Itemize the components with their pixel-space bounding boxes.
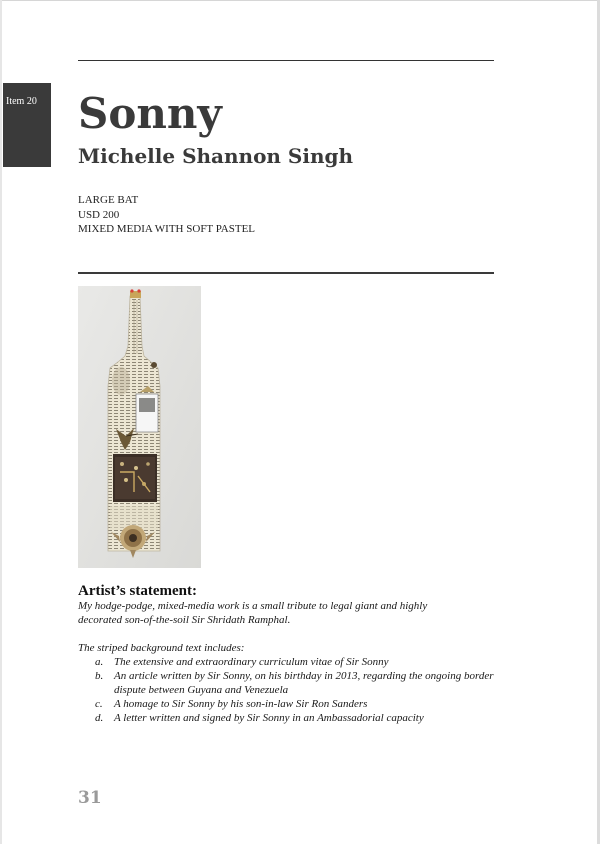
list-marker: a.: [95, 656, 104, 668]
artist-name: Michelle Shannon Singh: [78, 144, 354, 168]
section-rule: [78, 272, 494, 274]
page-number: 31: [78, 788, 102, 808]
artwork-medium: MIXED MEDIA WITH SOFT PASTEL: [78, 223, 256, 235]
statement-line: decorated son-of-the-soil Sir Shridath Ramphal.: [78, 614, 291, 626]
list-intro: The striped background text includes:: [78, 642, 245, 654]
list-item-text: An article written by Sir Sonny, on his birthday in 2013, regarding the ongoing border dispute between Guyana and Venezuela: [114, 670, 494, 696]
page-edge: [0, 0, 2, 844]
list-item: [95, 697, 495, 711]
artwork-price: USD 200: [78, 208, 120, 221]
statement-line: My hodge-podge, mixed-media work is a small tribute to legal giant and highly: [78, 600, 428, 612]
list-marker: d.: [95, 712, 104, 724]
statement-body: [78, 599, 508, 627]
artwork-details: [78, 193, 255, 237]
list-item-text: The extensive and extraordinary curriculum vitae of Sir Sonny: [114, 656, 389, 668]
item-tab: [3, 83, 51, 167]
list-marker: c.: [95, 698, 103, 710]
list-item-text: A letter written and signed by Sir Sonny in an Ambassadorial capacity: [114, 712, 424, 724]
artwork-format: LARGE BAT: [78, 194, 139, 206]
list-item: [95, 655, 495, 669]
list-item-text: A homage to Sir Sonny by his son-in-law Sir Ron Sanders: [114, 698, 368, 710]
page-edge: [0, 0, 600, 1]
item-tab-label: Item 20: [6, 96, 37, 107]
top-rule: [78, 60, 494, 61]
list-item: [95, 711, 495, 725]
statement-heading: Artist’s statement:: [78, 583, 197, 599]
artwork-title: Sonny: [78, 89, 222, 138]
list-item: [95, 669, 495, 697]
painted-bat-illustration: [78, 286, 201, 568]
background-text-list: [95, 655, 495, 725]
artwork-photo: [78, 286, 201, 568]
list-marker: b.: [95, 670, 104, 682]
